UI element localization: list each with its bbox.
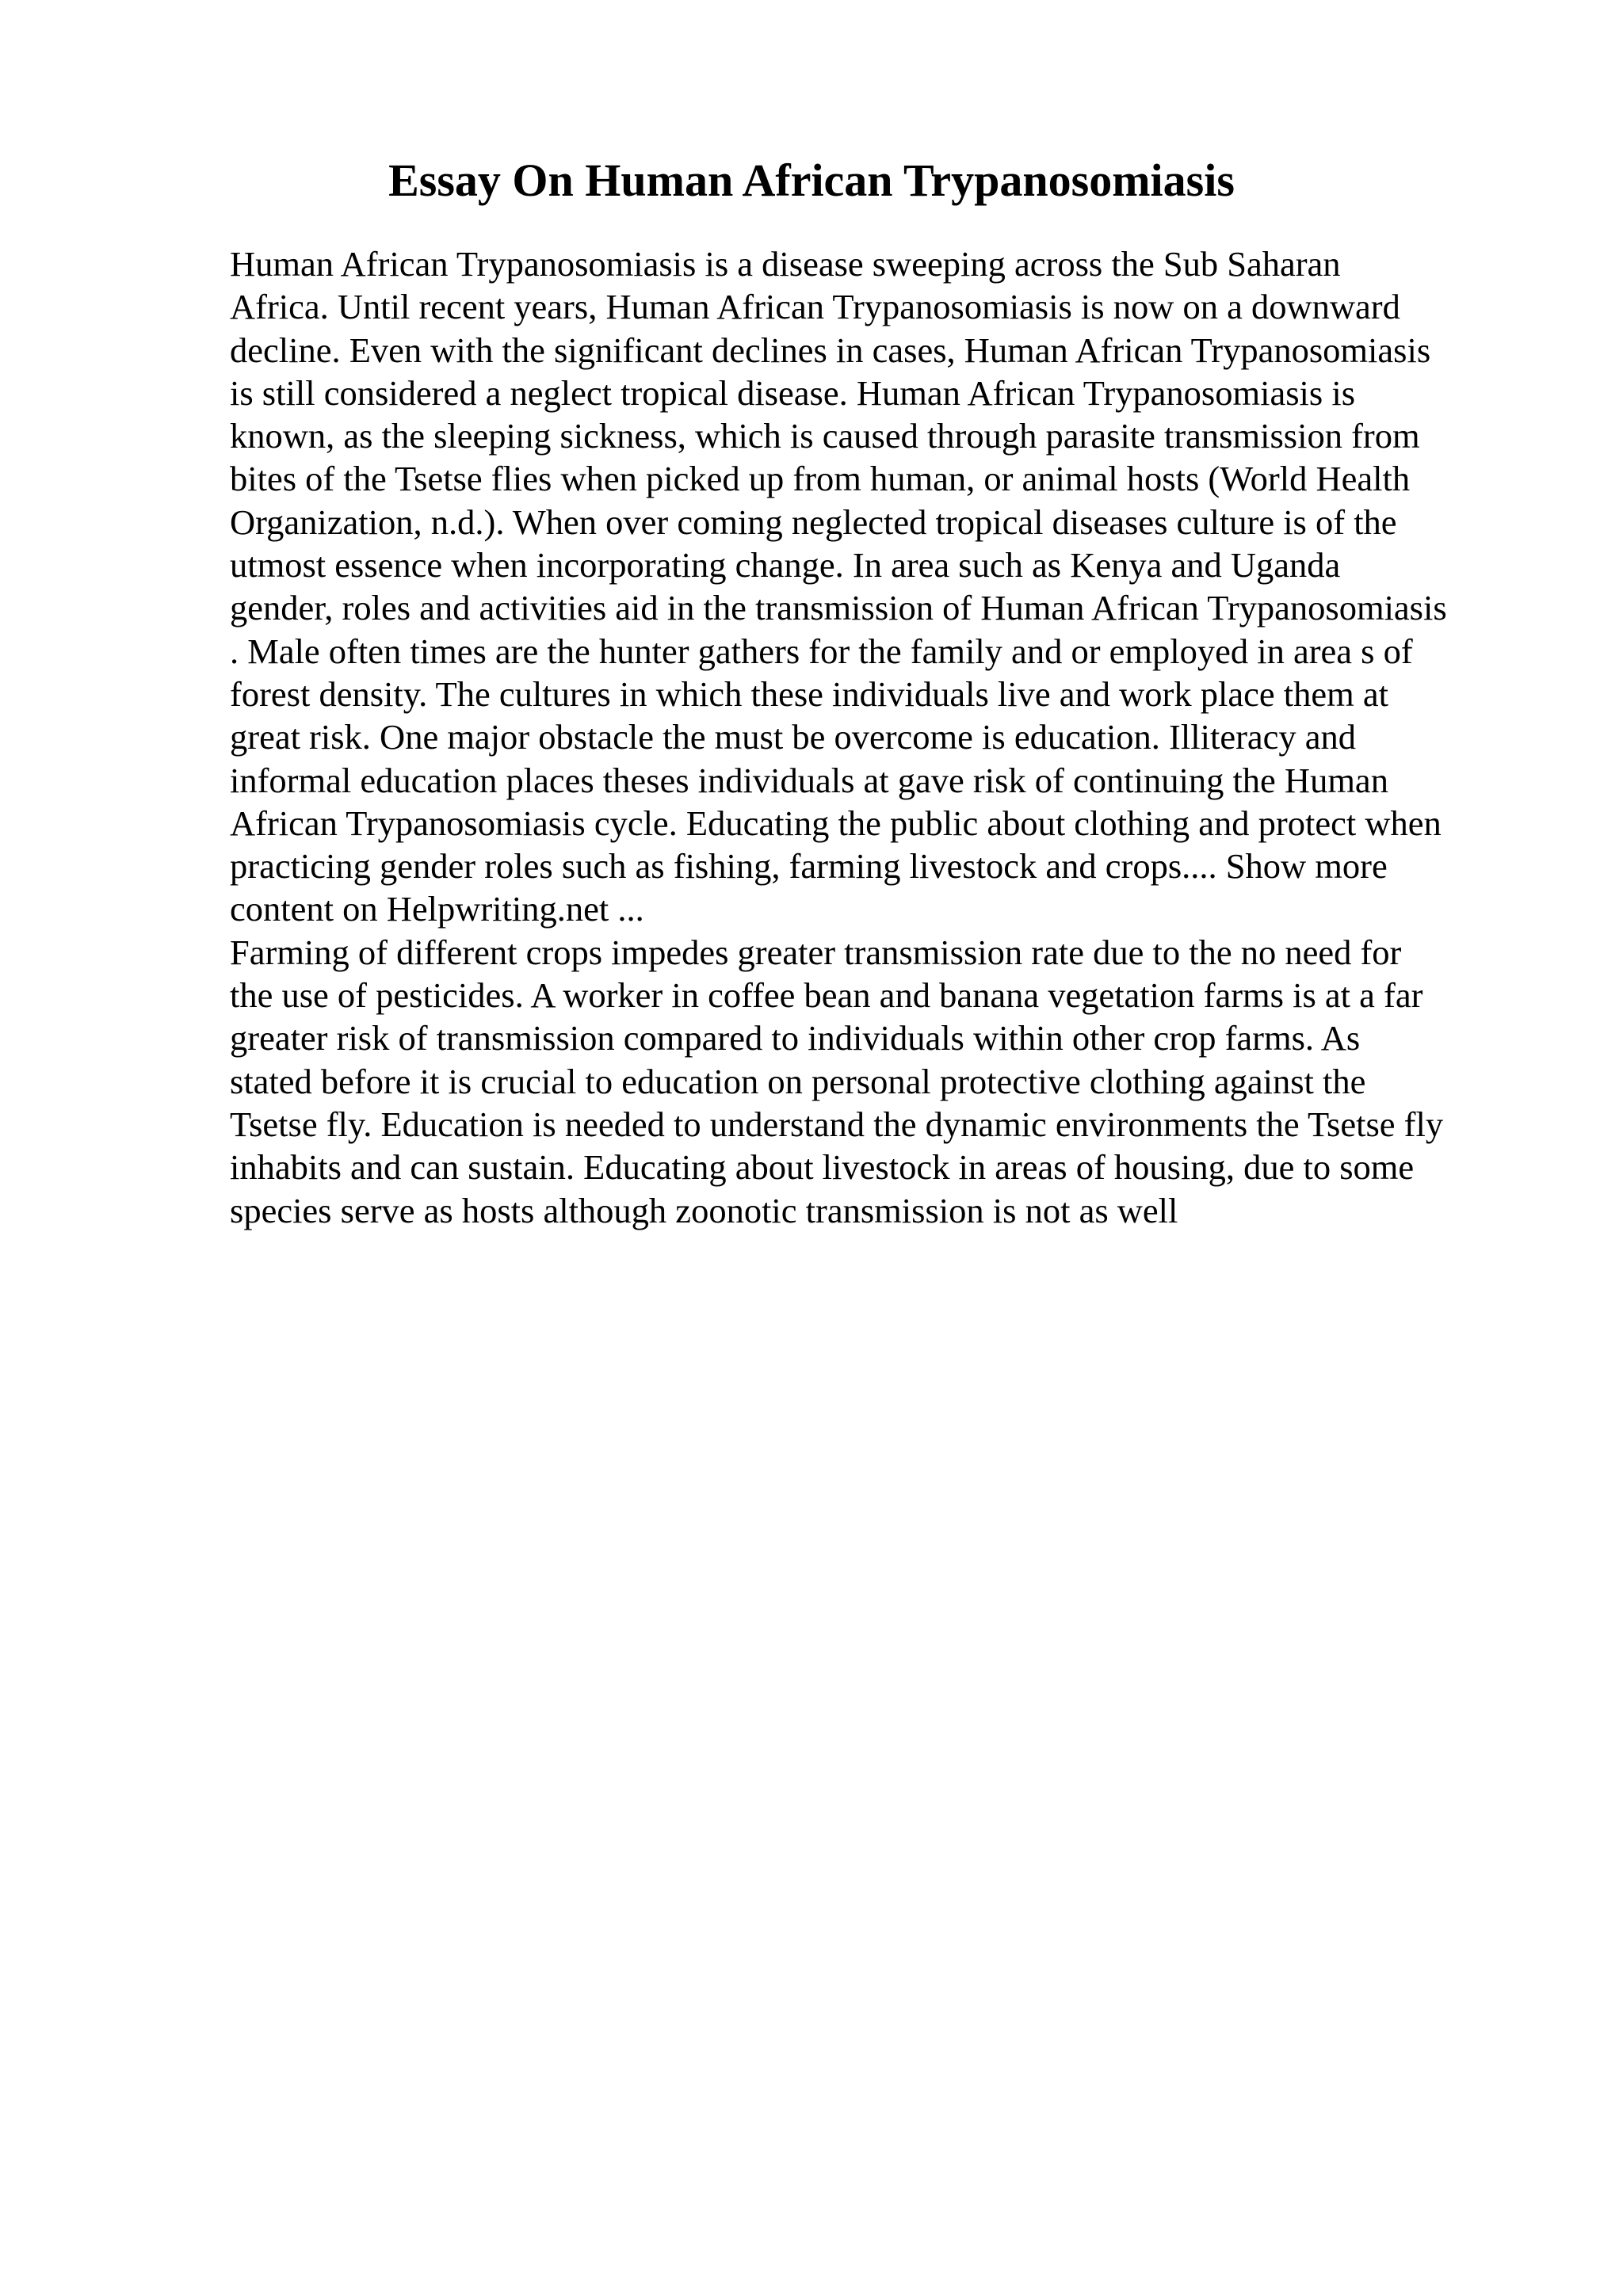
text-line: known, as the sleeping sickness, which is caused through parasite transmission from xyxy=(230,416,1420,456)
text-line: inhabits and can sustain. Educating about livestock in areas of housing, due to some xyxy=(230,1147,1415,1188)
text-line: gender, roles and activities aid in the transmission of Human African Trypanosomiasis xyxy=(230,588,1447,628)
text-line: Organization, n.d.). When over coming neglected tropical diseases culture is of the xyxy=(230,502,1397,542)
text-line: Africa. Until recent years, Human African Trypanosomiasis is now on a downward xyxy=(230,287,1400,327)
text-line: the use of pesticides. A worker in coffee bean and banana vegetation farms is at a far xyxy=(230,975,1423,1016)
text-line: is still considered a neglect tropical disease. Human African Trypanosomiasis is xyxy=(230,372,1356,413)
text-line: African Trypanosomiasis cycle. Educating the public about clothing and protect when xyxy=(230,803,1442,843)
text-line: stated before it is crucial to education on personal protective clothing against the xyxy=(230,1061,1366,1101)
text-line: great risk. One major obstacle the must be overcome is education. Illiteracy and xyxy=(230,717,1357,757)
text-line: practicing gender roles such as fishing, farming livestock and crops.... Show more xyxy=(230,846,1388,887)
text-line: . Male often times are the hunter gathers for the family and or employed in area s of xyxy=(230,631,1413,671)
text-line: Farming of different crops impedes greater transmission rate due to the no need for xyxy=(230,932,1402,972)
essay-body xyxy=(230,242,1514,1232)
text-line: informal education places theses individuals at gave risk of continuing the Human xyxy=(230,760,1388,800)
text-line: forest density. The cultures in which these individuals live and work place them at xyxy=(230,673,1388,714)
document-title: Essay On Human African Trypanosomiasis xyxy=(388,154,1235,206)
text-line: decline. Even with the significant declines in cases, Human African Trypanosomiasis xyxy=(230,330,1431,370)
text-line: utmost essence when incorporating change. In area such as Kenya and Uganda xyxy=(230,545,1341,585)
text-line: content on Helpwriting.net ... xyxy=(230,889,644,929)
text-line: Human African Trypanosomiasis is a disease sweeping across the Sub Saharan xyxy=(230,244,1341,284)
text-line: Tsetse fly. Education is needed to understand the dynamic environments the Tsetse fly xyxy=(230,1104,1444,1144)
text-line: greater risk of transmission compared to individuals within other crop farms. As xyxy=(230,1018,1361,1058)
text-line: bites of the Tsetse flies when picked up from human, or animal hosts (World Health xyxy=(230,459,1411,499)
text-line: species serve as hosts although zoonotic transmission is not as well xyxy=(230,1190,1178,1230)
